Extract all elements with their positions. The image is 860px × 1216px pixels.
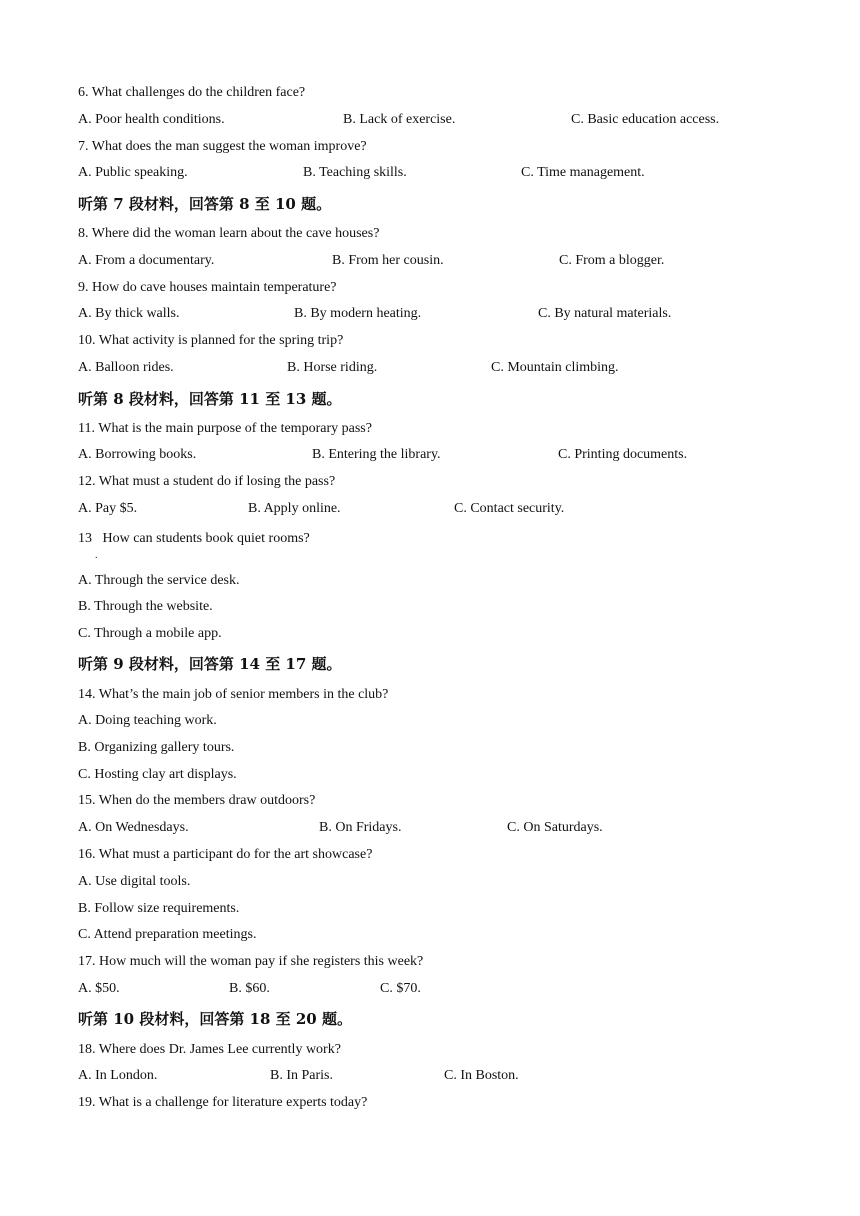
option-b: B. In Paris. — [270, 1068, 333, 1083]
option-c: C. $70. — [380, 981, 421, 996]
option-b: B. Horse riding. — [287, 360, 378, 375]
option-a: A. Balloon rides. — [78, 360, 174, 375]
question-13-option-a: A. Through the service desk. — [78, 573, 240, 588]
question-16-option-a: A. Use digital tools. — [78, 874, 191, 889]
option-b: B. From her cousin. — [332, 253, 444, 268]
question-11-options — [78, 446, 778, 464]
option-c: C. On Saturdays. — [507, 820, 603, 835]
question-6-options — [78, 111, 778, 129]
question-15-options — [78, 819, 778, 837]
question-19-stem: 19. What is a challenge for literature experts today? — [78, 1095, 368, 1110]
option-b: B. Entering the library. — [312, 447, 441, 462]
question-14-option-b: B. Organizing gallery tours. — [78, 740, 235, 755]
question-17-options — [78, 980, 778, 998]
stray-period-mark: . — [95, 550, 98, 561]
question-7-options — [78, 164, 778, 182]
option-a: A. Poor health conditions. — [78, 112, 225, 127]
option-c: C. In Boston. — [444, 1068, 519, 1083]
question-14-stem: 14. What’s the main job of senior members in the club? — [78, 687, 389, 702]
question-10-stem: 10. What activity is planned for the spring trip? — [78, 333, 344, 348]
question-18-options — [78, 1067, 778, 1085]
option-c: C. Time management. — [521, 165, 645, 180]
option-b: B. Teaching skills. — [303, 165, 407, 180]
question-16-option-c: C. Attend preparation meetings. — [78, 927, 257, 942]
question-8-stem: 8. Where did the woman learn about the cave houses? — [78, 226, 380, 241]
option-c: C. Basic education access. — [571, 112, 720, 127]
option-a: A. By thick walls. — [78, 306, 180, 321]
section-heading-10: 听第 10 段材料，回答第 18 至 20 题。 — [78, 1010, 352, 1028]
question-17-stem: 17. How much will the woman pay if she registers this week? — [78, 954, 424, 969]
question-10-options — [78, 359, 778, 377]
option-c: C. Contact security. — [454, 501, 565, 516]
section-heading-7: 听第 7 段材料，回答第 8 至 10 题。 — [78, 195, 332, 213]
option-b: B. By modern heating. — [294, 306, 422, 321]
question-9-stem: 9. How do cave houses maintain temperature? — [78, 280, 337, 295]
option-c: C. Mountain climbing. — [491, 360, 619, 375]
option-c: C. By natural materials. — [538, 306, 672, 321]
question-14-option-c: C. Hosting clay art displays. — [78, 767, 237, 782]
question-15-stem: 15. When do the members draw outdoors? — [78, 793, 316, 808]
option-a: A. On Wednesdays. — [78, 820, 189, 835]
question-12-stem: 12. What must a student do if losing the pass? — [78, 474, 336, 489]
question-13-option-c: C. Through a mobile app. — [78, 626, 222, 641]
option-a: A. In London. — [78, 1068, 158, 1083]
option-c: C. From a blogger. — [559, 253, 665, 268]
option-a: A. Public speaking. — [78, 165, 188, 180]
option-a: A. From a documentary. — [78, 253, 215, 268]
question-18-stem: 18. Where does Dr. James Lee currently work? — [78, 1042, 341, 1057]
question-14-option-a: A. Doing teaching work. — [78, 713, 217, 728]
question-13-stem: 13 How can students book quiet rooms? — [78, 531, 310, 546]
question-6-stem: 6. What challenges do the children face? — [78, 85, 306, 100]
question-16-option-b: B. Follow size requirements. — [78, 901, 240, 916]
option-c: C. Printing documents. — [558, 447, 688, 462]
question-8-options — [78, 252, 778, 270]
section-heading-9: 听第 9 段材料，回答第 14 至 17 题。 — [78, 655, 342, 673]
option-a: A. Borrowing books. — [78, 447, 197, 462]
option-b: B. Lack of exercise. — [343, 112, 456, 127]
option-b: B. On Fridays. — [319, 820, 402, 835]
option-a: A. Pay $5. — [78, 501, 138, 516]
question-13-option-b: B. Through the website. — [78, 599, 213, 614]
question-12-options — [78, 500, 778, 518]
question-16-stem: 16. What must a participant do for the art showcase? — [78, 847, 373, 862]
question-9-options — [78, 305, 778, 323]
section-heading-8: 听第 8 段材料，回答第 11 至 13 题。 — [78, 390, 342, 408]
option-b: B. $60. — [229, 981, 270, 996]
option-b: B. Apply online. — [248, 501, 341, 516]
question-7-stem: 7. What does the man suggest the woman improve? — [78, 139, 367, 154]
option-a: A. $50. — [78, 981, 120, 996]
question-11-stem: 11. What is the main purpose of the temporary pass? — [78, 421, 372, 436]
